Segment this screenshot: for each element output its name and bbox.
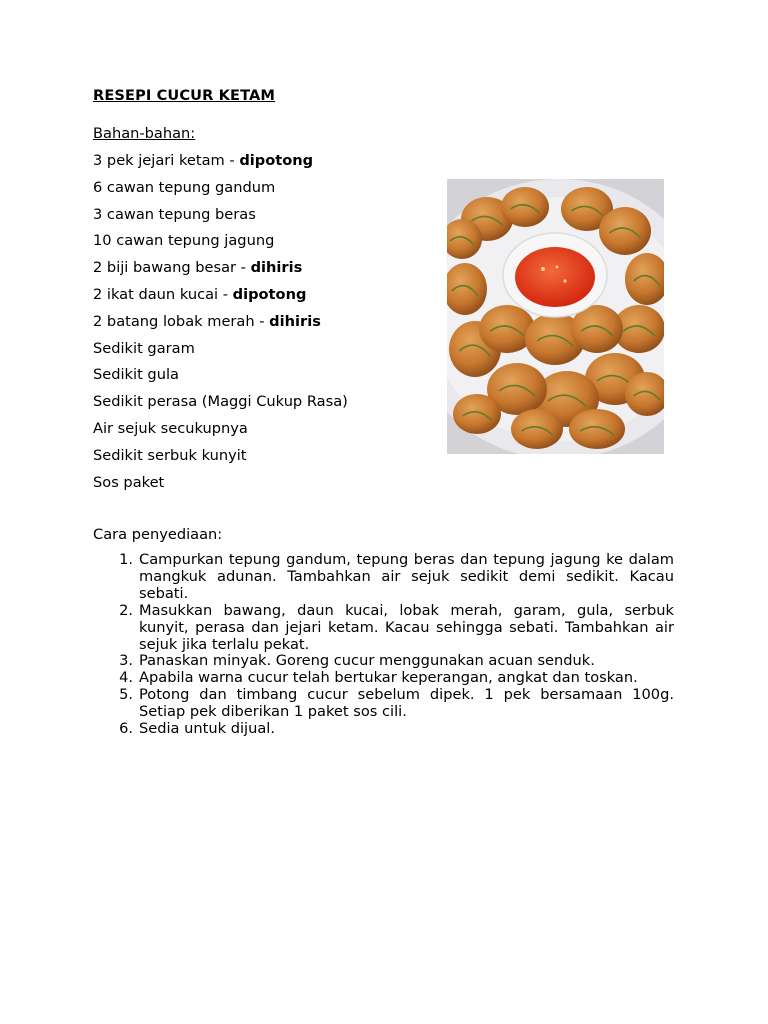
step-text: Panaskan minyak. Goreng cucur menggunakan acuan senduk. (139, 652, 595, 670)
ingredient-item (93, 179, 348, 206)
fritter-shape (501, 187, 549, 227)
ingredient-text: 3 pek jejari ketam - (93, 152, 240, 169)
recipe-title: RESEPI CUCUR KETAM (93, 87, 276, 104)
ingredient-prep-note: dipotong (239, 152, 314, 169)
ingredient-item (93, 259, 348, 286)
step-item (93, 552, 674, 603)
step-item (93, 670, 674, 687)
ingredient-item (93, 152, 348, 179)
fritter-shape (569, 409, 625, 449)
ingredient-item (93, 340, 348, 367)
ingredient-text: 3 cawan tepung beras (93, 205, 256, 223)
step-number: 3. (119, 652, 133, 670)
ingredients-heading: Bahan-bahan: (93, 125, 196, 142)
ingredient-text: Sedikit perasa (Maggi Cukup Rasa) (93, 393, 348, 411)
ingredient-text: Sedikit garam (93, 339, 195, 357)
step-number: 6. (119, 720, 133, 738)
ingredient-text: Sedikit gula (93, 366, 179, 384)
ingredients-list (93, 152, 348, 500)
step-text: Apabila warna cucur telah bertukar keperangan, angkat dan toskan. (139, 669, 638, 687)
fritter-shape (511, 409, 563, 449)
ingredient-item (93, 366, 348, 393)
step-text: Masukkan bawang, daun kucai, lobak merah, garam, gula, serbuk kunyit, perasa dan jejari ketam. Kacau sehingga sebati. Tambahkan air sejuk jika terlalu pekat. (139, 601, 674, 653)
steps-heading: Cara penyediaan: (93, 526, 223, 543)
ingredient-prep-note: dihiris (269, 312, 321, 330)
ingredient-item (93, 286, 348, 313)
ingredient-item (93, 474, 348, 501)
steps-list (93, 552, 674, 738)
step-number: 4. (119, 669, 133, 687)
ingredient-item (93, 447, 348, 474)
step-item (93, 603, 674, 654)
ingredient-text: 10 cawan tepung jagung (93, 232, 275, 250)
ingredient-item (93, 393, 348, 420)
ingredient-text: Air sejuk secukupnya (93, 419, 248, 437)
step-item (93, 687, 674, 721)
cucur-ketam-photo (447, 179, 664, 454)
step-text: Potong dan timbang cucur sebelum dipek. 1 pek bersamaan 100g. Setiap pek diberikan 1 paket sos cili. (139, 686, 674, 721)
recipe-photo (447, 179, 664, 454)
ingredient-text: 6 cawan tepung gandum (93, 178, 276, 196)
ingredient-prep-note: dihiris (250, 259, 303, 277)
ingredient-prep-note: dipotong (232, 285, 307, 303)
ingredient-item (93, 313, 348, 340)
ingredient-item (93, 420, 348, 447)
fritter-shape (453, 394, 501, 434)
ingredient-text: 2 biji bawang besar - (93, 259, 251, 277)
step-item (93, 721, 674, 738)
ingredient-text: 2 ikat daun kucai - (93, 285, 233, 303)
ingredient-item (93, 232, 348, 259)
step-number: 2. (119, 601, 133, 619)
ingredient-text: Sos paket (93, 473, 165, 491)
step-number: 5. (119, 686, 133, 704)
ingredient-text: Sedikit serbuk kunyit (93, 446, 247, 464)
fritter-shape (599, 207, 651, 255)
step-text: Sedia untuk dijual. (139, 720, 275, 738)
ingredient-item (93, 206, 348, 233)
step-item (93, 653, 674, 670)
ingredient-text: 2 batang lobak merah - (93, 312, 270, 330)
step-number: 1. (119, 551, 133, 568)
step-text: Campurkan tepung gandum, tepung beras dan tepung jagung ke dalam mangkuk adunan. Tambahkan air sejuk sedikit demi sedikit. Kacau sebati. (139, 551, 674, 602)
